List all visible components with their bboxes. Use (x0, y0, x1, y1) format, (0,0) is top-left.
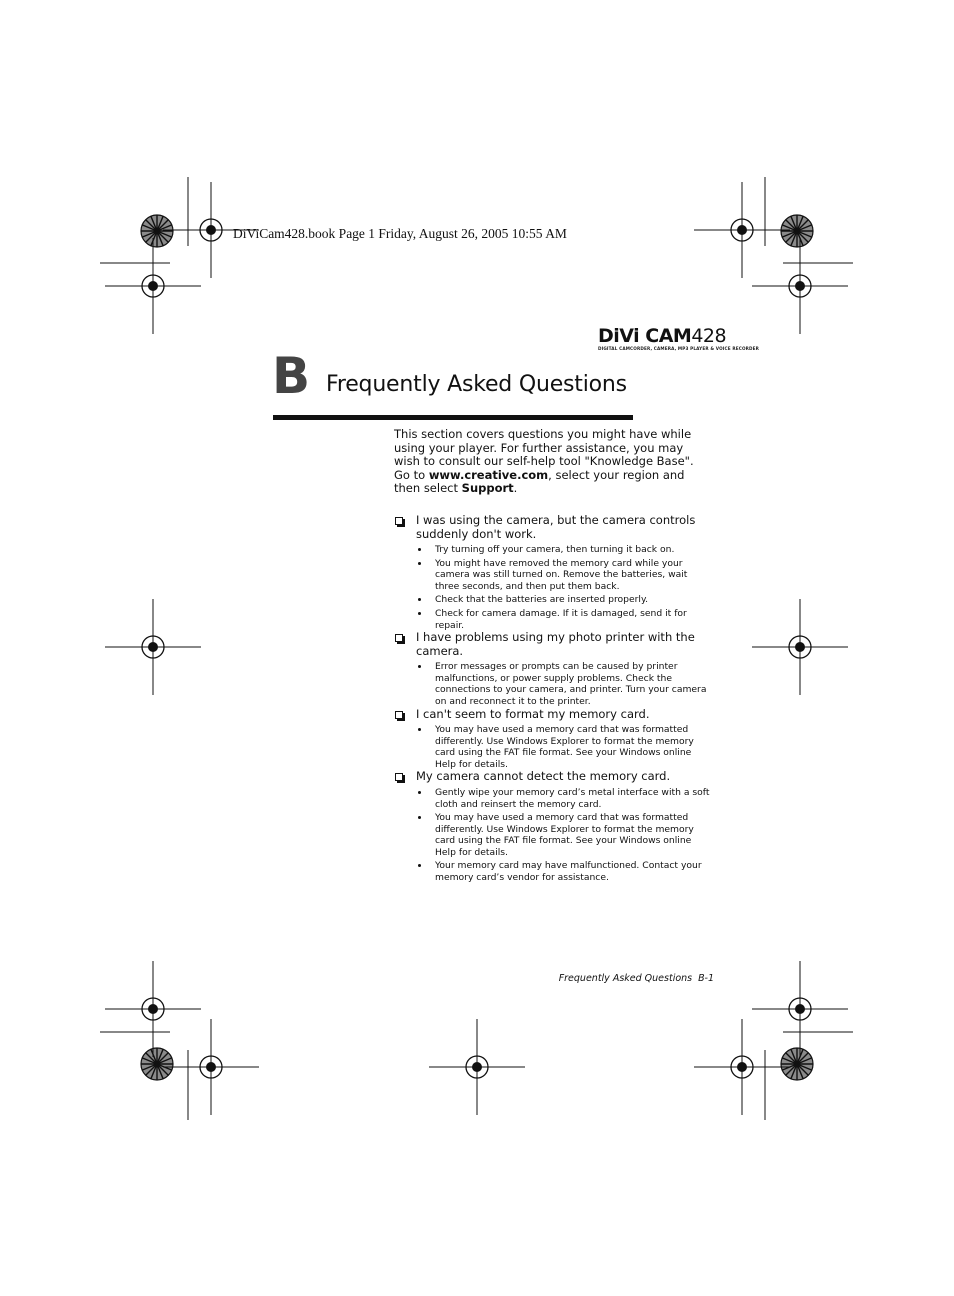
answer-item (416, 608, 714, 631)
chapter-rule (273, 415, 633, 420)
intro-paragraph (394, 428, 712, 496)
chapter-title: Frequently Asked Questions (326, 372, 627, 397)
answer-item (416, 661, 714, 707)
answer-list (394, 724, 714, 770)
answer-text: You may have used a memory card that was formatted differently. Use Windows Explorer to format the memory card using the FAT file format. See your Windows online Help for details. (435, 812, 694, 858)
answer-text: Error messages or prompts can be caused by printer malfunctions, or power supply problems. Check the connections to your camera, and printer. Turn your camera on and reconnect it to the printer. (435, 661, 707, 707)
bullet-icon (418, 791, 421, 794)
answer-item (416, 594, 714, 606)
faq-list (394, 514, 714, 884)
bullet-icon (418, 598, 421, 601)
answer-text: Gently wipe your memory card’s metal interface with a soft cloth and reinsert the memory card. (435, 786, 710, 810)
book-slug-line: DiViCam428.book Page 1 Friday, August 26, 2005 10:55 AM (233, 226, 567, 241)
page-footer (470, 973, 714, 984)
question-text: I was using the camera, but the camera controls suddenly don't work. (416, 513, 696, 541)
divicam-logo (598, 325, 760, 352)
answer-text: You may have used a memory card that was formatted differently. Use Windows Explorer to format the memory card using the FAT file format. See your Windows online Help for details. (435, 724, 694, 770)
logo-tagline: DIGITAL CAMCORDER, CAMERA, MP3 PLAYER & VOICE RECORDER (598, 346, 760, 351)
answer-item (416, 558, 714, 593)
bullet-icon (418, 816, 421, 819)
faq-question (394, 514, 714, 541)
faq-question (394, 708, 714, 722)
intro-end: . (513, 481, 518, 495)
bullet-icon (418, 665, 421, 668)
question-text: I can't seem to format my memory card. (416, 706, 650, 721)
intro-text: This section covers questions you might have while using your player. For further assistance, you may wish to consult our self-help tool "Knowledge Base". Go to (394, 427, 694, 482)
answer-item (416, 787, 714, 810)
bullet-icon (418, 548, 421, 551)
logo-name: DiVi CAM (598, 325, 692, 347)
answer-text: Your memory card may have malfunctioned. Contact your memory card’s vendor for assistance. (435, 860, 702, 884)
checkbox-bullet-icon (395, 711, 403, 719)
answer-item (416, 860, 714, 883)
checkbox-bullet-icon (395, 517, 403, 525)
page-number: B-1 (698, 973, 714, 984)
logo-wordmark (598, 325, 727, 347)
answer-list (394, 787, 714, 884)
faq-question (394, 631, 714, 658)
answer-text: Check for camera damage. If it is damaged, send it for repair. (435, 607, 687, 631)
bullet-icon (418, 728, 421, 731)
faq-question (394, 770, 714, 784)
website-link: www.creative.com (428, 467, 549, 482)
answer-item (416, 544, 714, 556)
checkbox-bullet-icon (395, 634, 403, 642)
answer-text: Check that the batteries are inserted properly. (435, 594, 649, 606)
chapter-letter: B (272, 347, 311, 405)
support-label: Support (461, 481, 514, 495)
logo-model: 428 (691, 325, 727, 347)
bullet-icon (418, 612, 421, 615)
footer-title: Frequently Asked Questions (558, 973, 693, 984)
answer-text: Try turning off your camera, then turning it back on. (435, 544, 675, 555)
question-text: My camera cannot detect the memory card. (416, 769, 671, 784)
answer-text: You might have removed the memory card while your camera was still turned on. Remove the batteries, wait three seconds, and then put them back. (435, 557, 688, 592)
answer-item (416, 724, 714, 770)
bullet-icon (418, 864, 421, 867)
answer-item (416, 812, 714, 858)
checkbox-bullet-icon (395, 773, 403, 781)
question-text: I have problems using my photo printer with the camera. (416, 630, 695, 658)
bullet-icon (418, 562, 421, 565)
answer-list (394, 661, 714, 707)
intro-text-2: , select your region and then select (394, 467, 685, 495)
answer-list (394, 544, 714, 631)
